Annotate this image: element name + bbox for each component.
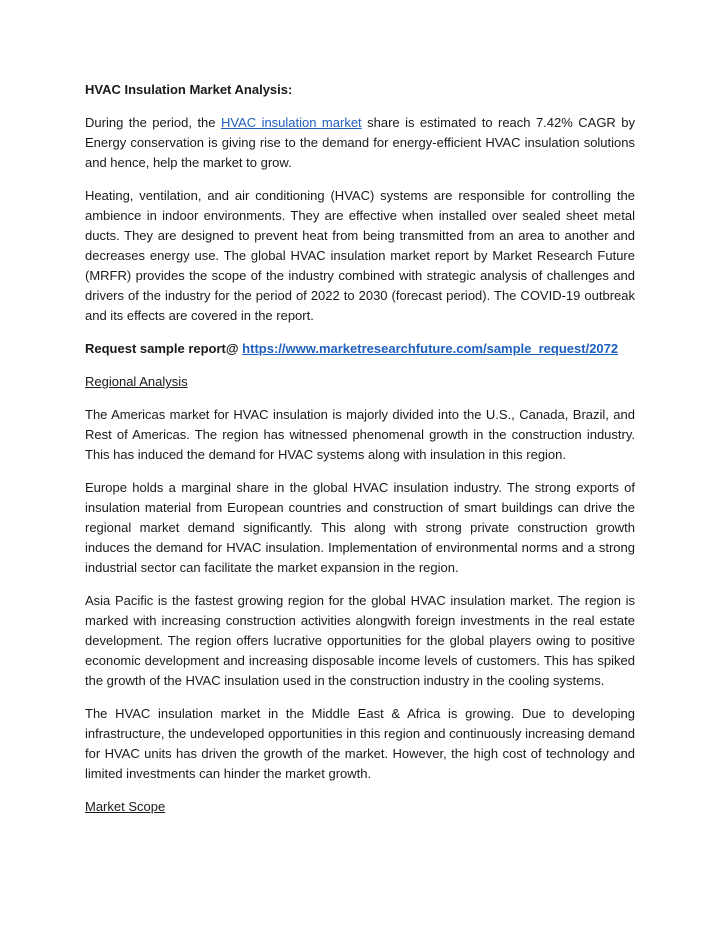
sample-request-link[interactable]: https://www.marketresearchfuture.com/sample_request/2072 xyxy=(242,341,619,356)
intro-text-after: share is estimated to reach 7.42% CAGR by Energy conservation is giving rise to the demand for energy-efficient HVAC insulation solutions and hence, help the market to grow. xyxy=(85,115,635,170)
intro-text-before: During the period, the xyxy=(85,115,221,130)
document-title: HVAC Insulation Market Analysis: xyxy=(85,82,293,97)
market-scope-heading: Market Scope xyxy=(85,799,166,814)
request-sample-label: Request sample report@ xyxy=(85,341,243,356)
request-sample-line xyxy=(85,339,635,359)
europe-paragraph: Europe holds a marginal share in the global HVAC insulation industry. The strong exports of insulation material from European countries and construction of smart buildings can drive the regional market demand significantly. This along with strong private construction growth induces the demand for HVAC insulation. Implementation of environmental norms and a strong industrial sector can facilitate the market expansion in the region. xyxy=(85,480,635,575)
document-page xyxy=(85,80,635,830)
asia-pacific-paragraph: Asia Pacific is the fastest growing region for the global HVAC insulation market. The region is marked with increasing construction activities alongwith foreign investments in the real estate development. The region offers lucrative opportunities for the global players owing to positive economic development and increasing disposable income levels of customers. This has spiked the growth of the HVAC insulation used in the construction industry in the cooling systems. xyxy=(85,593,635,688)
middle-east-africa-paragraph: The HVAC insulation market in the Middle East & Africa is growing. Due to developing infrastructure, the undeveloped opportunities in this region and continuously increasing demand for HVAC units has driven the growth of the market. However, the high cost of technology and limited investments can hinder the market growth. xyxy=(85,706,635,781)
intro-paragraph xyxy=(85,113,635,173)
regional-analysis-heading: Regional Analysis xyxy=(85,374,188,389)
hvac-description-paragraph: Heating, ventilation, and air conditioning (HVAC) systems are responsible for controlling the ambience in indoor environments. They are effective when installed over sealed sheet metal ducts. They are designed to prevent heat from being transmitted from an area to another and decreases energy use. The global HVAC insulation market report by Market Research Future (MRFR) provides the scope of the industry combined with strategic analysis of challenges and drivers of the industry for the period of 2022 to 2030 (forecast period). The COVID-19 outbreak and its effects are covered in the report. xyxy=(85,188,635,323)
americas-paragraph: The Americas market for HVAC insulation is majorly divided into the U.S., Canada, Brazil, and Rest of Americas. The region has witnessed phenomenal growth in the construction industry. This has induced the demand for HVAC systems along with insulation in this region. xyxy=(85,407,635,462)
hvac-insulation-market-link[interactable]: HVAC insulation market xyxy=(220,115,362,130)
